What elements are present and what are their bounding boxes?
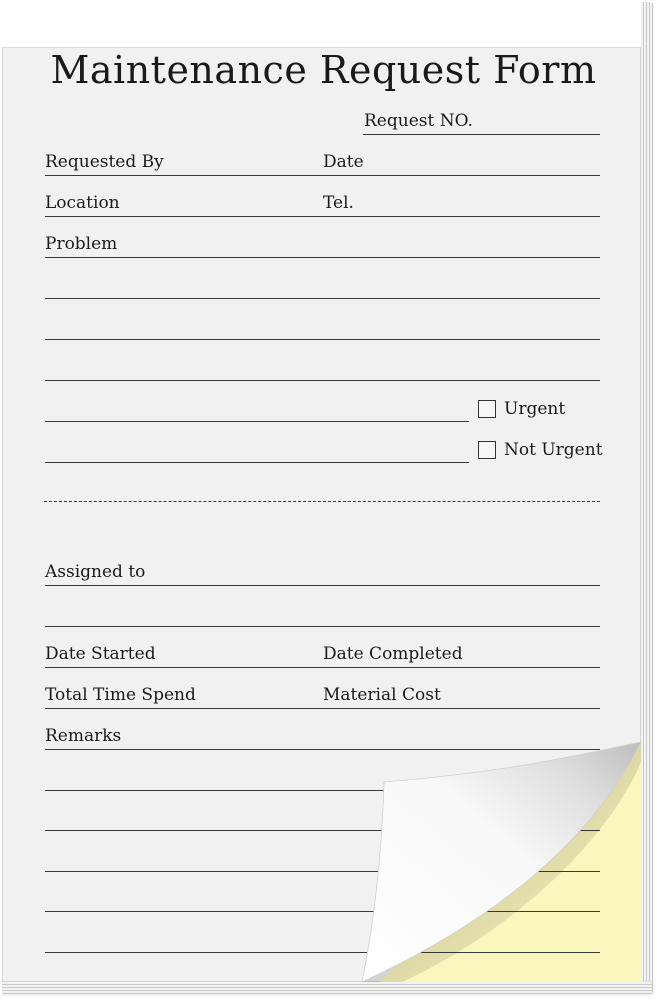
assigned-to-line[interactable]	[45, 626, 600, 627]
location-line[interactable]	[45, 216, 600, 217]
total-time-label: Total Time Spend	[45, 685, 196, 705]
not-urgent-checkbox[interactable]	[478, 441, 496, 459]
assigned-to-label: Assigned to	[45, 562, 146, 582]
pad-binding-strip	[2, 2, 641, 48]
date-label: Date	[323, 152, 364, 172]
problem-label: Problem	[45, 234, 118, 254]
pad-page-edges-right	[641, 2, 654, 994]
problem-line-short[interactable]	[45, 421, 469, 422]
pad-page-edges-bottom	[2, 982, 652, 996]
remarks-line[interactable]	[45, 749, 600, 750]
request-no-label: Request NO.	[364, 111, 473, 131]
remarks-label: Remarks	[45, 726, 122, 746]
problem-line[interactable]	[45, 380, 600, 381]
problem-line[interactable]	[45, 298, 600, 299]
problem-line-short[interactable]	[45, 462, 469, 463]
date-completed-label: Date Completed	[323, 644, 463, 664]
tel-label: Tel.	[323, 193, 354, 213]
remarks-line[interactable]	[45, 790, 600, 791]
date-started-line[interactable]	[45, 667, 600, 668]
location-label: Location	[45, 193, 120, 213]
urgent-label: Urgent	[504, 399, 566, 419]
urgent-checkbox[interactable]	[478, 400, 496, 418]
material-cost-label: Material Cost	[323, 685, 441, 705]
request-no-line[interactable]	[363, 134, 600, 135]
remarks-line[interactable]	[45, 830, 600, 831]
problem-line[interactable]	[45, 339, 600, 340]
assigned-to-line[interactable]	[45, 585, 600, 586]
total-time-line[interactable]	[45, 708, 600, 709]
form-title: Maintenance Request Form	[50, 48, 597, 92]
tear-line	[44, 501, 600, 502]
requested-by-line[interactable]	[45, 175, 600, 176]
problem-line[interactable]	[45, 257, 600, 258]
date-started-label: Date Started	[45, 644, 156, 664]
requested-by-label: Requested By	[45, 152, 164, 172]
not-urgent-label: Not Urgent	[504, 440, 603, 460]
